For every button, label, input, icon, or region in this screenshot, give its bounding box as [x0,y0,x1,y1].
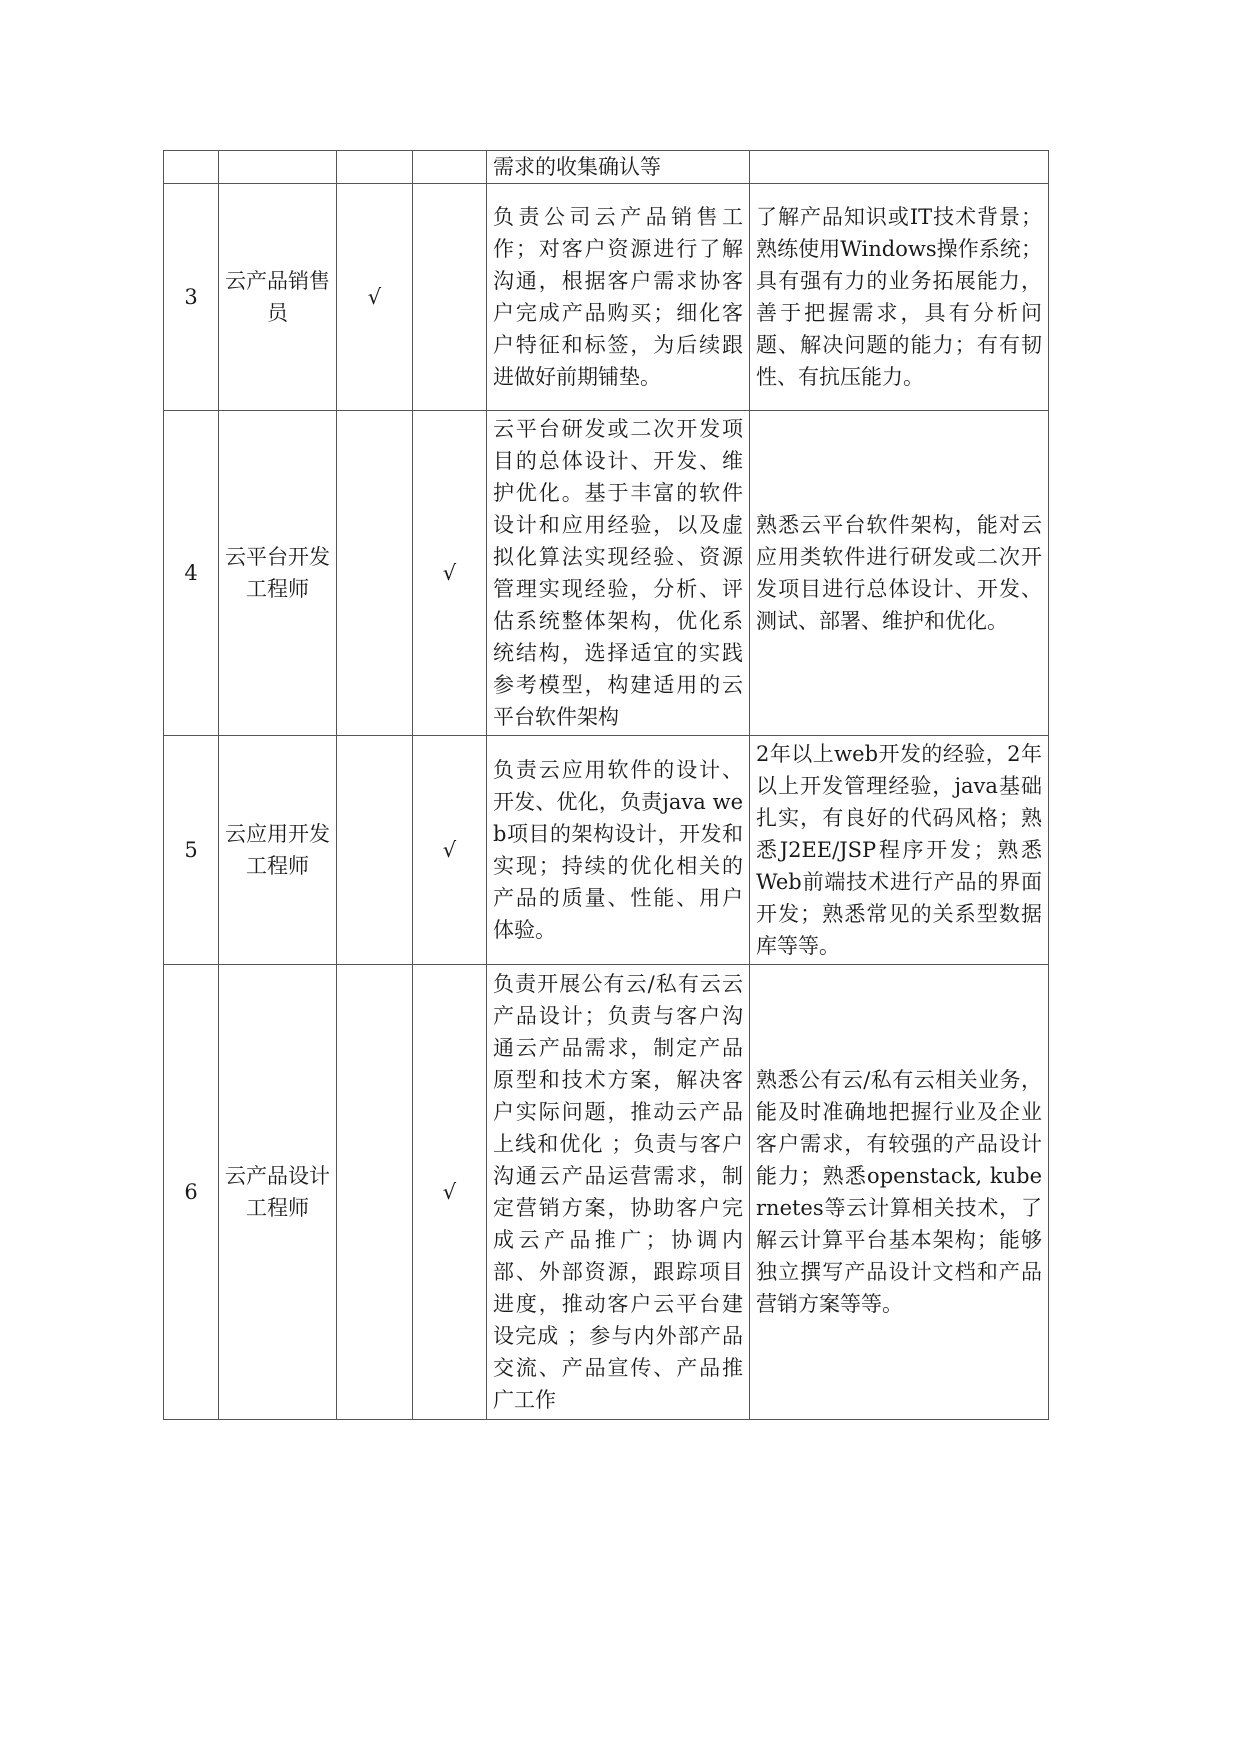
cell-duties: 负责云应用软件的设计、开发、优化，负责java web项目的架构设计，开发和实现；持续的优化相关的产品的质量、性能、用户体验。 [487,736,750,965]
cell-job-title: 云产品销售员 [219,184,337,411]
cell-duties: 负责公司云产品销售工作；对客户资源进行了解沟通，根据客户需求协客户完成产品购买；细化客户特征和标签，为后续跟进做好前期铺垫。 [487,184,750,411]
job-positions-table [163,150,1049,1420]
table-row [164,411,1049,736]
cell-check-a [337,151,413,184]
table-row [164,965,1049,1420]
cell-number: 4 [164,411,219,736]
cell-job-title: 云应用开发工程师 [219,736,337,965]
cell-requirements [750,151,1049,184]
cell-check-a: √ [337,184,413,411]
cell-number: 6 [164,965,219,1420]
cell-check-b [413,151,487,184]
cell-job-title: 云平台开发工程师 [219,411,337,736]
cell-check-a [337,965,413,1420]
cell-duties: 需求的收集确认等 [487,151,750,184]
cell-check-b: √ [413,411,487,736]
cell-number [164,151,219,184]
cell-check-b [413,184,487,411]
cell-requirements: 熟悉公有云/私有云相关业务，能及时准确地把握行业及企业客户需求，有较强的产品设计能力；熟悉openstack, kubernetes等云计算相关技术，了解云计算平台基本架构；能够独立撰写产品设计文档和产品营销方案等等。 [750,965,1049,1420]
cell-job-title [219,151,337,184]
cell-number: 3 [164,184,219,411]
table-row [164,736,1049,965]
cell-number: 5 [164,736,219,965]
cell-check-a [337,736,413,965]
cell-duties: 云平台研发或二次开发项目的总体设计、开发、维护优化。基于丰富的软件设计和应用经验，以及虚拟化算法实现经验、资源管理实现经验，分析、评估系统整体架构，优化系统结构，选择适宜的实践参考模型，构建适用的云平台软件架构 [487,411,750,736]
cell-check-b: √ [413,736,487,965]
cell-requirements: 2年以上web开发的经验，2年以上开发管理经验，java基础扎实，有良好的代码风格；熟悉J2EE/JSP程序开发；熟悉Web前端技术进行产品的界面开发；熟悉常见的关系型数据库等等。 [750,736,1049,965]
cell-job-title: 云产品设计工程师 [219,965,337,1420]
table-row [164,184,1049,411]
table-row-continuation [164,151,1049,184]
cell-check-b: √ [413,965,487,1420]
cell-requirements: 了解产品知识或IT技术背景；熟练使用Windows操作系统；具有强有力的业务拓展能力，善于把握需求，具有分析问题、解决问题的能力；有有韧性、有抗压能力。 [750,184,1049,411]
cell-duties: 负责开展公有云/私有云云产品设计；负责与客户沟通云产品需求，制定产品原型和技术方案，解决客户实际问题，推动云产品上线和优化 ；负责与客户沟通云产品运营需求，制定营销方案，协助客户完成云产品推广；协调内部、外部资源，跟踪项目进度，推动客户云平台建设完成 ；参与内外部产品交流、产品宣传、产品推广工作 [487,965,750,1420]
cell-requirements: 熟悉云平台软件架构，能对云应用类软件进行研发或二次开发项目进行总体设计、开发、测试、部署、维护和优化。 [750,411,1049,736]
cell-check-a [337,411,413,736]
